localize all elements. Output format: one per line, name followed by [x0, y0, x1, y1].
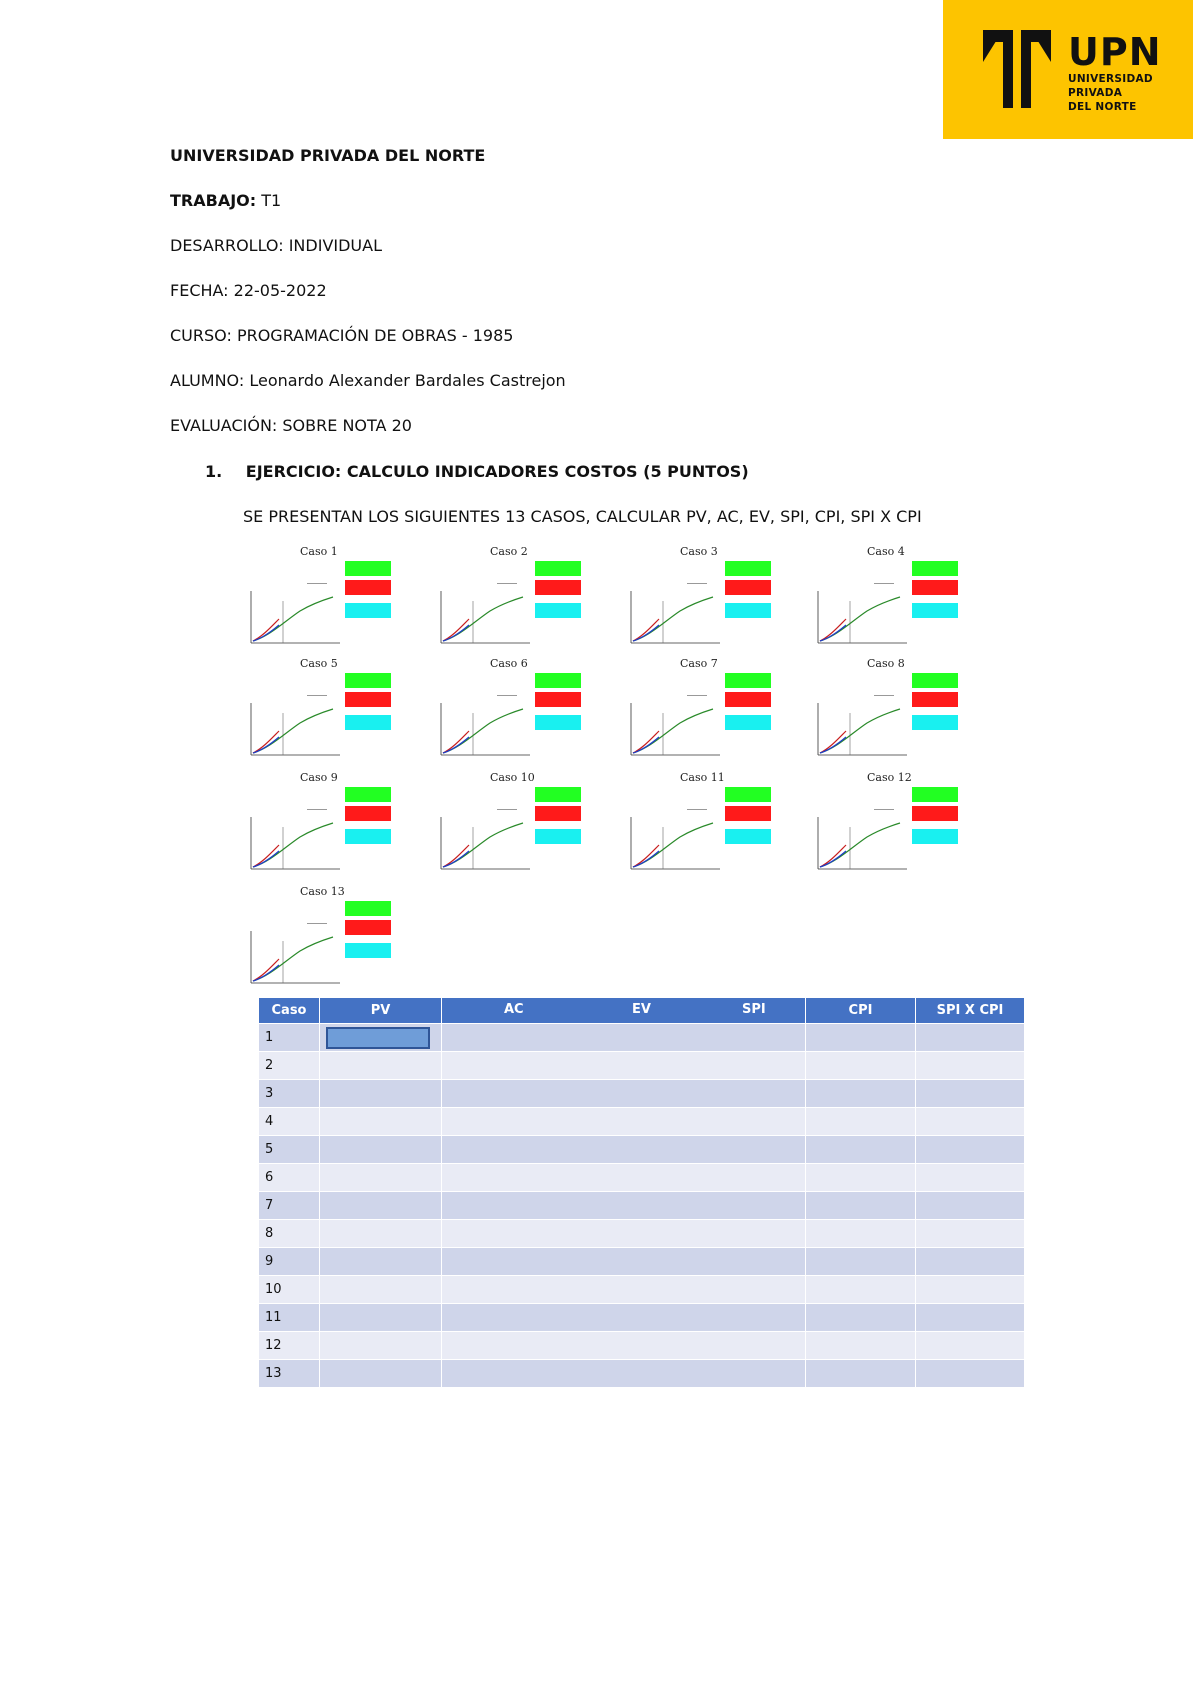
cell-caso[interactable]: 10 — [259, 1276, 320, 1304]
cell-pv[interactable] — [320, 1108, 442, 1136]
case-mini-chart — [435, 581, 535, 651]
alumno-value: Leonardo Alexander Bardales Castrejon — [244, 371, 566, 390]
table-row — [259, 1192, 1025, 1220]
cell-spixcpi[interactable] — [916, 1052, 1025, 1080]
case-title: Caso 1 — [300, 545, 338, 558]
case-thumbnail — [625, 657, 795, 765]
cell-pv[interactable] — [320, 1248, 442, 1276]
evaluacion-label: EVALUACIÓN: — [170, 416, 278, 435]
alumno-label: ALUMNO: — [170, 371, 245, 390]
chip-cyan — [535, 829, 581, 844]
chip-cyan — [535, 603, 581, 618]
chip-red — [912, 806, 958, 821]
curso-line — [170, 326, 513, 345]
chip-cyan — [912, 829, 958, 844]
cell-acevspi[interactable] — [442, 1108, 806, 1136]
cell-cpi[interactable] — [806, 1024, 916, 1052]
cell-pv[interactable] — [320, 1024, 442, 1052]
cell-spixcpi[interactable] — [916, 1220, 1025, 1248]
chip-green — [725, 673, 771, 688]
fecha-line — [170, 281, 327, 300]
cell-cpi[interactable] — [806, 1052, 916, 1080]
case-curve-label — [497, 809, 517, 816]
cell-acevspi[interactable] — [442, 1304, 806, 1332]
cell-acevspi[interactable] — [442, 1024, 806, 1052]
cell-spixcpi[interactable] — [916, 1024, 1025, 1052]
cell-cpi[interactable] — [806, 1248, 916, 1276]
desarrollo-label: DESARROLLO: — [170, 236, 284, 255]
baseline-curve — [820, 823, 900, 867]
cell-caso[interactable]: 8 — [259, 1220, 320, 1248]
evaluacion-line — [170, 416, 412, 435]
chip-green — [535, 561, 581, 576]
case-title: Caso 11 — [680, 771, 725, 784]
case-title: Caso 10 — [490, 771, 535, 784]
chip-cyan — [912, 715, 958, 730]
header-ev: EV — [632, 1002, 651, 1017]
case-thumbnail — [435, 545, 605, 653]
exercise-statement: SE PRESENTAN LOS SIGUIENTES 13 CASOS, CALCULAR PV, AC, EV, SPI, CPI, SPI X CPI — [243, 507, 922, 526]
cell-pv[interactable] — [320, 1276, 442, 1304]
baseline-curve — [443, 709, 523, 753]
alumno-line — [170, 371, 566, 390]
chip-cyan — [725, 829, 771, 844]
cell-caso[interactable]: 1 — [259, 1024, 320, 1052]
exercise-heading — [205, 462, 749, 481]
chip-cyan — [725, 603, 771, 618]
case-mini-chart — [245, 921, 345, 991]
results-table — [258, 997, 1025, 1388]
baseline-curve — [443, 597, 523, 641]
case-curve-label — [497, 583, 517, 590]
baseline-curve — [253, 823, 333, 867]
case-curve-label — [874, 809, 894, 816]
case-mini-chart — [812, 807, 912, 877]
case-curve-label — [307, 923, 327, 930]
cell-caso[interactable]: 11 — [259, 1304, 320, 1332]
chip-cyan — [345, 715, 391, 730]
case-curve-label — [687, 809, 707, 816]
case-title: Caso 3 — [680, 545, 718, 558]
desarrollo-value: INDIVIDUAL — [283, 236, 382, 255]
cell-acevspi[interactable] — [442, 1052, 806, 1080]
case-title: Caso 4 — [867, 545, 905, 558]
cell-pv[interactable] — [320, 1192, 442, 1220]
baseline-curve — [253, 709, 333, 753]
cell-pv[interactable] — [320, 1052, 442, 1080]
header-caso: Caso — [259, 998, 320, 1024]
cell-cpi[interactable] — [806, 1332, 916, 1360]
baseline-curve — [633, 597, 713, 641]
cell-acevspi[interactable] — [442, 1136, 806, 1164]
chip-cyan — [535, 715, 581, 730]
table-row — [259, 1136, 1025, 1164]
case-curve-label — [874, 583, 894, 590]
table-row — [259, 1164, 1025, 1192]
header-spi: SPI — [742, 1002, 766, 1017]
cell-acevspi[interactable] — [442, 1248, 806, 1276]
cell-acevspi[interactable] — [442, 1080, 806, 1108]
cell-spixcpi[interactable] — [916, 1164, 1025, 1192]
case-mini-chart — [812, 581, 912, 651]
trabajo-value: T1 — [256, 191, 282, 210]
case-curve-label — [307, 695, 327, 702]
chip-green — [345, 901, 391, 916]
table-row — [259, 1024, 1025, 1052]
header-ac-ev-spi-group — [442, 998, 806, 1024]
cell-cpi[interactable] — [806, 1360, 916, 1388]
table-row — [259, 1220, 1025, 1248]
cell-cpi[interactable] — [806, 1164, 916, 1192]
case-title: Caso 13 — [300, 885, 345, 898]
baseline-curve — [253, 937, 333, 981]
table-row — [259, 1332, 1025, 1360]
chip-green — [725, 787, 771, 802]
case-title: Caso 8 — [867, 657, 905, 670]
cell-caso[interactable]: 2 — [259, 1052, 320, 1080]
cell-cpi[interactable] — [806, 1220, 916, 1248]
logo-line-3: DEL NORTE — [1068, 101, 1137, 113]
selected-cell[interactable] — [326, 1027, 430, 1049]
cell-caso[interactable]: 13 — [259, 1360, 320, 1388]
cell-spixcpi[interactable] — [916, 1332, 1025, 1360]
table-row — [259, 1304, 1025, 1332]
exercise-title: EJERCICIO: CALCULO INDICADORES COSTOS (5 PUNTOS) — [245, 462, 749, 481]
table-row — [259, 1108, 1025, 1136]
cell-spixcpi[interactable] — [916, 1080, 1025, 1108]
chip-cyan — [345, 829, 391, 844]
case-thumbnail — [812, 657, 982, 765]
logo-line-2: PRIVADA — [1068, 87, 1123, 99]
case-curve-label — [307, 809, 327, 816]
cell-caso[interactable]: 3 — [259, 1080, 320, 1108]
chip-red — [725, 692, 771, 707]
chip-red — [912, 692, 958, 707]
chip-red — [345, 920, 391, 935]
chip-green — [345, 561, 391, 576]
university-name: UNIVERSIDAD PRIVADA DEL NORTE — [170, 146, 486, 165]
cell-pv[interactable] — [320, 1304, 442, 1332]
chip-red — [725, 806, 771, 821]
case-thumbnail — [812, 771, 982, 879]
chip-red — [345, 806, 391, 821]
case-title: Caso 5 — [300, 657, 338, 670]
chip-green — [912, 561, 958, 576]
cell-cpi[interactable] — [806, 1276, 916, 1304]
cell-spixcpi[interactable] — [916, 1360, 1025, 1388]
trabajo-line — [170, 191, 281, 210]
cell-cpi[interactable] — [806, 1192, 916, 1220]
case-title: Caso 12 — [867, 771, 912, 784]
cell-cpi[interactable] — [806, 1136, 916, 1164]
cell-pv[interactable] — [320, 1080, 442, 1108]
chip-red — [725, 580, 771, 595]
case-thumbnail — [245, 545, 415, 653]
baseline-curve — [443, 823, 523, 867]
case-thumbnail — [435, 771, 605, 879]
header-spixcpi: SPI X CPI — [916, 998, 1025, 1024]
header-ac: AC — [504, 1002, 524, 1017]
case-curve-label — [687, 583, 707, 590]
chip-green — [535, 673, 581, 688]
cell-acevspi[interactable] — [442, 1332, 806, 1360]
curso-value: PROGRAMACIÓN DE OBRAS - 1985 — [231, 326, 514, 345]
header-cpi: CPI — [806, 998, 916, 1024]
chip-green — [912, 787, 958, 802]
table-row — [259, 1080, 1025, 1108]
baseline-curve — [820, 597, 900, 641]
cell-acevspi[interactable] — [442, 1220, 806, 1248]
case-curve-label — [307, 583, 327, 590]
logo-brand: UPN — [1068, 30, 1162, 74]
case-thumbnail — [812, 545, 982, 653]
case-mini-chart — [435, 693, 535, 763]
cell-spixcpi[interactable] — [916, 1192, 1025, 1220]
cell-spixcpi[interactable] — [916, 1108, 1025, 1136]
cell-pv[interactable] — [320, 1220, 442, 1248]
table-row — [259, 1360, 1025, 1388]
cell-spixcpi[interactable] — [916, 1276, 1025, 1304]
case-mini-chart — [625, 693, 725, 763]
chip-green — [345, 673, 391, 688]
logo-line-1: UNIVERSIDAD — [1068, 73, 1153, 85]
chip-cyan — [345, 943, 391, 958]
cell-acevspi[interactable] — [442, 1164, 806, 1192]
curso-label: CURSO: — [170, 326, 232, 345]
cell-caso[interactable]: 5 — [259, 1136, 320, 1164]
cell-caso[interactable]: 12 — [259, 1332, 320, 1360]
case-mini-chart — [812, 693, 912, 763]
case-title: Caso 2 — [490, 545, 528, 558]
table-header-row — [259, 998, 1025, 1024]
chip-red — [345, 692, 391, 707]
exercise-number: 1. — [205, 462, 223, 481]
cell-acevspi[interactable] — [442, 1192, 806, 1220]
case-curve-label — [874, 695, 894, 702]
cases-figure — [245, 545, 980, 975]
case-title: Caso 7 — [680, 657, 718, 670]
trabajo-label: TRABAJO: — [170, 191, 257, 210]
case-thumbnail — [245, 771, 415, 879]
cell-caso[interactable]: 7 — [259, 1192, 320, 1220]
chip-green — [912, 673, 958, 688]
chip-cyan — [725, 715, 771, 730]
cell-caso[interactable]: 6 — [259, 1164, 320, 1192]
case-thumbnail — [245, 885, 415, 993]
cell-pv[interactable] — [320, 1360, 442, 1388]
chip-cyan — [345, 603, 391, 618]
table-row — [259, 1248, 1025, 1276]
case-mini-chart — [625, 581, 725, 651]
table-row — [259, 1052, 1025, 1080]
cell-spixcpi[interactable] — [916, 1136, 1025, 1164]
case-title: Caso 9 — [300, 771, 338, 784]
case-title: Caso 6 — [490, 657, 528, 670]
case-thumbnail — [245, 657, 415, 765]
cell-acevspi[interactable] — [442, 1276, 806, 1304]
case-mini-chart — [625, 807, 725, 877]
cell-caso[interactable]: 4 — [259, 1108, 320, 1136]
baseline-curve — [253, 597, 333, 641]
case-mini-chart — [245, 807, 345, 877]
cell-pv[interactable] — [320, 1164, 442, 1192]
chip-red — [535, 806, 581, 821]
case-mini-chart — [435, 807, 535, 877]
evaluacion-value: SOBRE NOTA 20 — [277, 416, 412, 435]
cell-cpi[interactable] — [806, 1080, 916, 1108]
baseline-curve — [633, 709, 713, 753]
cell-spixcpi[interactable] — [916, 1304, 1025, 1332]
chip-red — [345, 580, 391, 595]
upn-logo — [943, 0, 1193, 139]
chip-green — [725, 561, 771, 576]
chip-red — [912, 580, 958, 595]
cell-cpi[interactable] — [806, 1304, 916, 1332]
desarrollo-line — [170, 236, 382, 255]
case-curve-label — [687, 695, 707, 702]
case-mini-chart — [245, 693, 345, 763]
cell-caso[interactable]: 9 — [259, 1248, 320, 1276]
chip-cyan — [912, 603, 958, 618]
cell-spixcpi[interactable] — [916, 1248, 1025, 1276]
chip-red — [535, 692, 581, 707]
case-curve-label — [497, 695, 517, 702]
fecha-value: 22-05-2022 — [228, 281, 327, 300]
cell-pv[interactable] — [320, 1332, 442, 1360]
case-thumbnail — [435, 657, 605, 765]
case-thumbnail — [625, 771, 795, 879]
fecha-label: FECHA: — [170, 281, 229, 300]
cell-acevspi[interactable] — [442, 1360, 806, 1388]
cell-pv[interactable] — [320, 1136, 442, 1164]
chip-green — [345, 787, 391, 802]
table-row — [259, 1276, 1025, 1304]
chip-red — [535, 580, 581, 595]
case-mini-chart — [245, 581, 345, 651]
chip-green — [535, 787, 581, 802]
case-thumbnail — [625, 545, 795, 653]
header-pv: PV — [320, 998, 442, 1024]
baseline-curve — [633, 823, 713, 867]
baseline-curve — [820, 709, 900, 753]
cell-cpi[interactable] — [806, 1108, 916, 1136]
